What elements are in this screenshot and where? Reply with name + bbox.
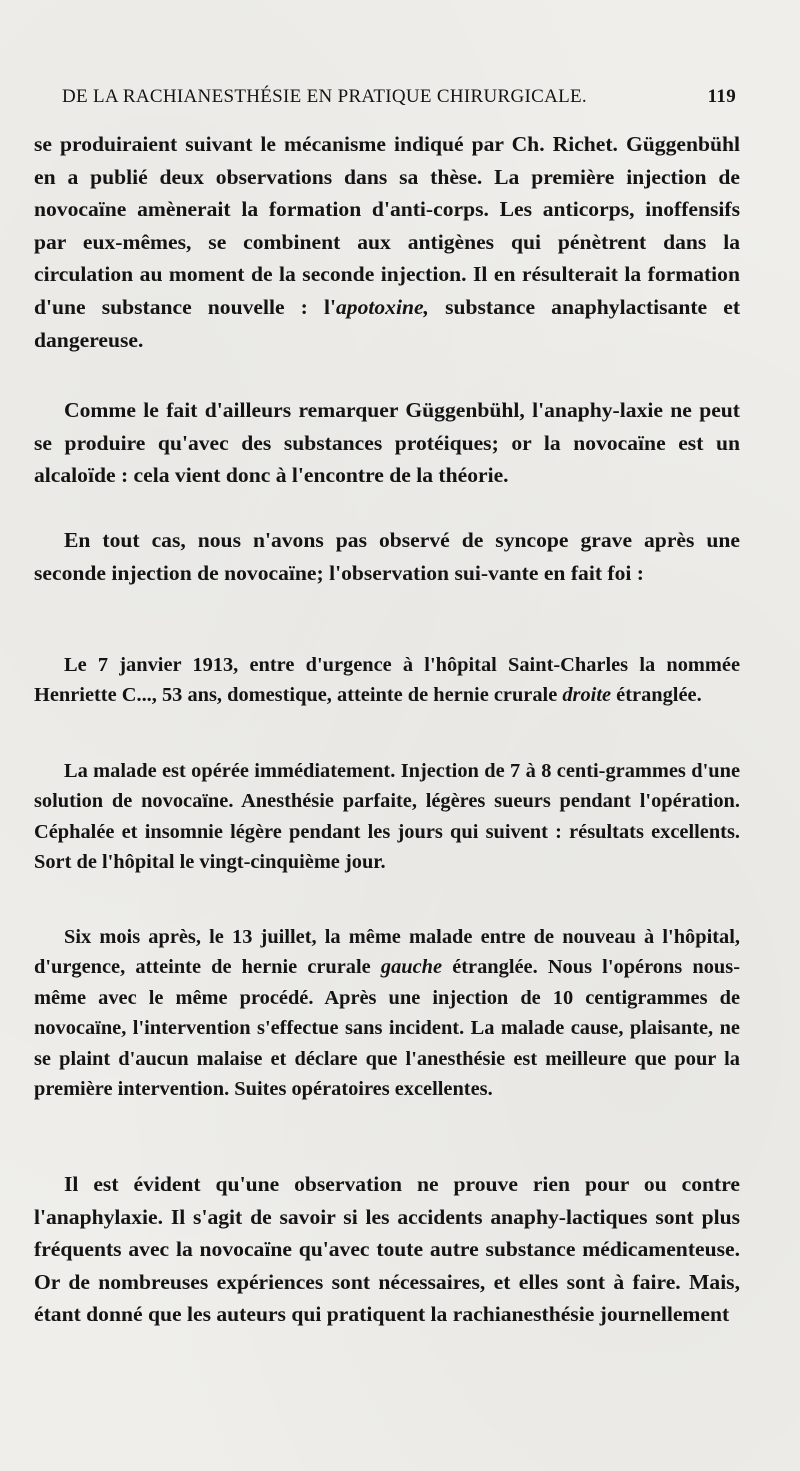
observation-second-operation	[34, 922, 740, 1104]
paragraph-text: Comme le fait d'ailleurs remarquer Güggenbühl, l'anaphy-laxie ne peut se produire qu'avec des substances protéiques; or la novocaïne est un alcaloïde : cela vient donc à l'encontre de la théorie.	[34, 398, 740, 488]
paragraph-syncope	[34, 524, 740, 589]
paragraph-alcaloide	[34, 394, 740, 492]
paragraph-text: étranglée. Nous l'opérons nous-même avec le même procédé. Après une injection de 10 centigrammes de novocaïne, l'intervention s'effectue sans incident. La malade cause, plaisante, ne se plaint d'aucun malaise et déclare que l'anesthésie est meilleure que pour la première intervention. Suites opératoires excellentes.	[34, 956, 740, 1101]
observation-admission	[34, 650, 740, 711]
paragraph-text: substance anaphylactisante et dangereuse.	[34, 294, 741, 352]
page-header	[62, 86, 742, 116]
paragraph-text: Il est évident qu'une observation ne prouve rien pour ou contre l'anaphylaxie. Il s'agit de savoir si les accidents anaphy-lactiques sont plus fréquents avec la novocaïne qu'avec toute autre substance médicamenteuse. Or de nombreuses expériences sont nécessaires, et elles sont à faire. Mais, étant donné que les auteurs qui pratiquent la rachianesthésie journellement	[34, 1172, 740, 1327]
paragraph-apotoxine	[34, 128, 740, 356]
paragraph-text: En tout cas, nous n'avons pas observé de syncope grave après une seconde injection de novocaïne; l'observation sui-vante en fait foi :	[34, 528, 740, 585]
running-title: DE LA RACHIANESTHÉSIE EN PRATIQUE CHIRURGICALE.	[62, 86, 587, 107]
italic-term: droite	[562, 684, 612, 707]
paragraph-text: se produiraient suivant le mécanisme indiqué par Ch. Richet. Güggenbühl en a publié deux observations dans sa thèse. La première injection de novocaïne amènerait la formation d'anti-corps. Les anticorps, inoffensifs par eux-mêmes, se combinent aux antigènes qui pénètrent dans la circulation au moment de la seconde injection. Il en résulterait la formation d'une substance nouvelle : l'	[34, 132, 740, 319]
page-number: 119	[707, 86, 736, 107]
italic-term: apotoxine,	[335, 294, 429, 319]
italic-term: gauche	[380, 956, 443, 979]
observation-first-operation	[34, 756, 740, 878]
paragraph-text: étranglée.	[611, 684, 702, 707]
paragraph-conclusion	[34, 1168, 740, 1331]
paragraph-text: Six mois après, le 13 juillet, la même malade entre de nouveau à l'hôpital, d'urgence, atteinte de hernie crurale	[34, 926, 740, 979]
paragraph-text: La malade est opérée immédiatement. Injection de 7 à 8 centi-grammes d'une solution de novocaïne. Anesthésie parfaite, légères sueurs pendant l'opération. Céphalée et insomnie légère pendant les jours qui suivent : résultats excellents. Sort de l'hôpital le vingt-cinquième jour.	[34, 760, 740, 874]
paragraph-text: Le 7 janvier 1913, entre d'urgence à l'hôpital Saint-Charles la nommée Henriette C..., 53 ans, domestique, atteinte de hernie crurale	[34, 654, 740, 707]
